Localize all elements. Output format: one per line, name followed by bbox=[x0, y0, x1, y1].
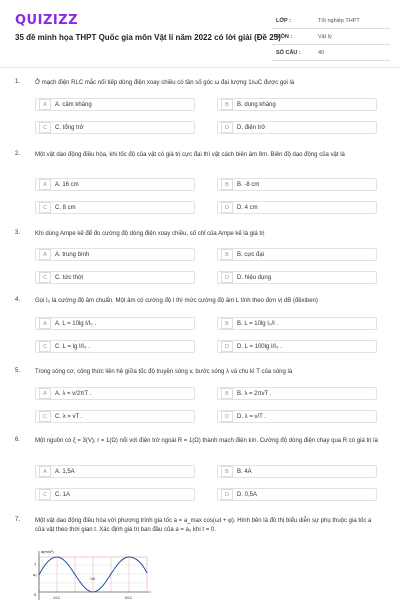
option-letter: A bbox=[39, 179, 51, 190]
t-tick-label: 5/12 bbox=[125, 596, 132, 600]
option-text: A. L = 10lg I/I₀ . bbox=[55, 320, 97, 327]
option-text: B. cực đại bbox=[237, 251, 265, 258]
option-b[interactable] bbox=[217, 248, 377, 261]
question-text: Gọi I₀ là cường độ âm chuẩn. Một âm có cường độ I thì mức cường độ âm L tính theo đơn vị dB (đêxiben) bbox=[35, 298, 318, 304]
question-text: Khi dùng Ampe kế để đo cường độ dòng điện xoay chiều, số chỉ của Ampe kế là giá trị bbox=[35, 231, 265, 237]
option-letter: D bbox=[221, 122, 233, 133]
option-letter: C bbox=[39, 122, 51, 133]
option-letter: D bbox=[221, 272, 233, 283]
option-letter: B bbox=[221, 179, 233, 190]
option-a[interactable] bbox=[35, 98, 195, 111]
option-b[interactable] bbox=[217, 317, 377, 330]
option-b[interactable] bbox=[217, 98, 377, 111]
option-text: D. 0,5A bbox=[237, 491, 258, 498]
option-c[interactable] bbox=[35, 121, 195, 134]
option-letter: B bbox=[221, 318, 233, 329]
option-letter: A bbox=[39, 388, 51, 399]
question-number: 6. bbox=[15, 437, 21, 443]
option-text: D. L = 100lg I/I₀ . bbox=[237, 343, 282, 350]
meta-row-count bbox=[272, 45, 390, 61]
option-c[interactable] bbox=[35, 488, 195, 501]
option-a[interactable] bbox=[35, 465, 195, 478]
option-text: C. 8 cm bbox=[55, 204, 76, 211]
question-number: 3. bbox=[15, 230, 21, 236]
option-d[interactable] bbox=[217, 121, 377, 134]
y-tick-label: a₀ bbox=[33, 572, 37, 577]
option-c[interactable] bbox=[35, 201, 195, 214]
header-divider bbox=[0, 67, 400, 68]
option-d[interactable] bbox=[217, 271, 377, 284]
option-a[interactable] bbox=[35, 178, 195, 191]
meta-row-subject bbox=[272, 29, 390, 45]
meta-row-class bbox=[272, 13, 390, 29]
option-letter: A bbox=[39, 249, 51, 260]
option-text: A. cảm kháng bbox=[55, 101, 92, 108]
option-letter: B bbox=[221, 249, 233, 260]
option-text: C. λ = vT . bbox=[55, 413, 83, 420]
question-text: Một vật dao động điều hòa, khi tốc độ của vật có giá trị cực đại thì vật cách biên âm 8m. Biên độ dao động của vật là bbox=[35, 152, 345, 158]
question-text: Một vật dao động điều hòa với phương trình gia tốc a = a_max cos(ωt + φ). Hình bên là đồ thị biểu diễn sự phụ thuộc gia tốc a của vật theo thời gian t. Xác định giá trị ban đầu của a = a₀ khi t = 0. bbox=[35, 518, 372, 533]
option-c[interactable] bbox=[35, 410, 195, 423]
option-letter: A bbox=[39, 318, 51, 329]
meta-key: SỐ CÂU : bbox=[276, 49, 301, 56]
option-d[interactable] bbox=[217, 488, 377, 501]
question-number: 1. bbox=[15, 79, 21, 85]
meta-value: Tốt nghiệp THPT bbox=[318, 17, 360, 24]
option-letter: C bbox=[39, 341, 51, 352]
option-a[interactable] bbox=[35, 248, 195, 261]
t-tick-label: 1/6 bbox=[90, 577, 95, 581]
option-a[interactable] bbox=[35, 317, 195, 330]
option-text: C. tức thời bbox=[55, 274, 84, 281]
option-text: A. λ = v/2πT . bbox=[55, 390, 92, 397]
meta-key: MÔN : bbox=[276, 33, 293, 40]
question-text: Một nguồn có ξ = 3(V), r = 1(Ω) nối với điện trở ngoài R = 1(Ω) thành mạch điện kín. Cường độ dòng điện chạy qua R có giá trị là bbox=[35, 438, 378, 444]
option-text: D. hiệu dụng bbox=[237, 274, 272, 281]
grid bbox=[39, 557, 147, 592]
option-letter: C bbox=[39, 272, 51, 283]
y-axis-label: a(m/s²) bbox=[41, 549, 54, 554]
option-letter: D bbox=[221, 411, 233, 422]
origin-label: 0 bbox=[34, 592, 37, 597]
option-d[interactable] bbox=[217, 340, 377, 353]
option-letter: C bbox=[39, 489, 51, 500]
option-letter: D bbox=[221, 341, 233, 352]
question-number: 2. bbox=[15, 151, 21, 157]
option-c[interactable] bbox=[35, 271, 195, 284]
y-tick-label: 7 bbox=[34, 562, 37, 567]
option-letter: D bbox=[221, 202, 233, 213]
option-text: A. trung bình bbox=[55, 251, 90, 258]
option-letter: B bbox=[221, 466, 233, 477]
option-letter: B bbox=[221, 388, 233, 399]
option-text: D. 4 cm bbox=[237, 204, 258, 211]
option-text: B. λ = 2πvT . bbox=[237, 390, 272, 397]
option-letter: D bbox=[221, 489, 233, 500]
option-text: B. 4A bbox=[237, 468, 252, 475]
option-text: C. 1A bbox=[55, 491, 71, 498]
option-letter: B bbox=[221, 99, 233, 110]
meta-panel bbox=[272, 13, 390, 61]
acceleration-graph bbox=[25, 547, 155, 600]
option-c[interactable] bbox=[35, 340, 195, 353]
option-text: B. dung kháng bbox=[237, 101, 276, 108]
option-text: A. 1,5A bbox=[55, 468, 75, 475]
question-number: 7. bbox=[15, 517, 21, 523]
document-header bbox=[0, 0, 400, 62]
option-text: D. điện trở bbox=[237, 124, 266, 131]
option-d[interactable] bbox=[217, 201, 377, 214]
option-d[interactable] bbox=[217, 410, 377, 423]
meta-value: Vật lý bbox=[318, 33, 332, 40]
option-letter: C bbox=[39, 411, 51, 422]
option-letter: A bbox=[39, 466, 51, 477]
option-b[interactable] bbox=[217, 465, 377, 478]
option-text: B. -8 cm bbox=[237, 181, 260, 188]
option-text: A. 16 cm bbox=[55, 181, 79, 188]
question-number: 4. bbox=[15, 297, 21, 303]
option-text: D. λ = v/T . bbox=[237, 413, 267, 420]
option-b[interactable] bbox=[217, 178, 377, 191]
option-letter: A bbox=[39, 99, 51, 110]
option-b[interactable] bbox=[217, 387, 377, 400]
option-letter: C bbox=[39, 202, 51, 213]
question-number: 5. bbox=[15, 368, 21, 374]
document-title: 35 đề minh họa THPT Quốc gia môn Vật lí năm 2022 có lời giải (Đề 25) bbox=[15, 33, 281, 42]
meta-value: 40 bbox=[318, 49, 325, 56]
question-text: Ở mạch điện RLC mắc nối tiếp dòng điện xoay chiều có tần số góc ω đại lượng 1/ωC được gọi là bbox=[35, 80, 295, 86]
t-tick-label: 1/12 bbox=[53, 596, 60, 600]
option-a[interactable] bbox=[35, 387, 195, 400]
option-text: B. L = 10lg I₀/I . bbox=[237, 320, 279, 327]
meta-key: LỚP : bbox=[276, 17, 291, 24]
question-text: Trong sóng cơ, công thức liên hệ giữa tốc độ truyền sóng v, bước sóng λ và chu kì T của sóng là bbox=[35, 369, 293, 375]
quizizz-logo: QUIZIZZ bbox=[15, 13, 79, 28]
option-text: C. L = lg I/I₀ . bbox=[55, 343, 90, 350]
option-text: C. tổng trở bbox=[55, 124, 84, 131]
